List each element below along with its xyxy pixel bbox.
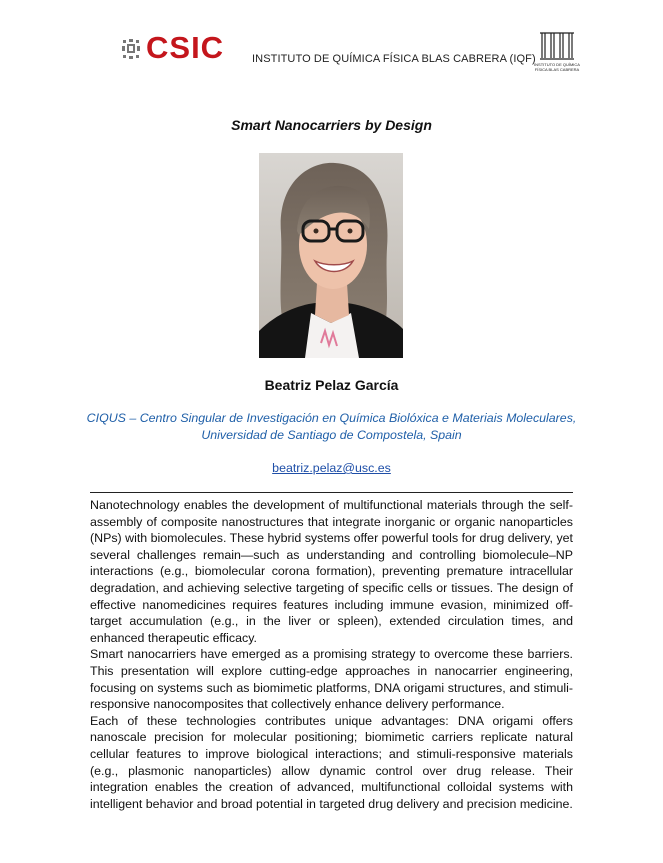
email-link[interactable]: beatriz.pelaz@usc.es bbox=[272, 461, 391, 475]
csic-logo-text: CSIC bbox=[146, 30, 225, 65]
abstract bbox=[90, 497, 573, 812]
page-header bbox=[0, 0, 663, 90]
csic-seal-icon bbox=[121, 38, 141, 60]
abstract-paragraph: Each of these technologies contributes unique advantages: DNA origami offers nanoscale precision for molecular positioning; biomimetic carriers replicate natural cellular features to improve biological interactions; and stimuli-responsive materials (e.g., plasmonic nanoparticles) allow dynamic control over drug release. Their integration enables the creation of advanced, multifunctional colloidal systems with intelligent behavior and broad potential in targeted drug delivery and precision medicine. bbox=[90, 713, 573, 811]
speaker-affiliation bbox=[40, 410, 623, 444]
speaker-email bbox=[0, 461, 663, 475]
divider bbox=[90, 492, 573, 493]
talk-title: Smart Nanocarriers by Design bbox=[231, 117, 432, 133]
abstract-paragraph: Smart nanocarriers have emerged as a promising strategy to overcome these barriers. This presentation will explore cutting-edge approaches in nanocarrier engineering, focusing on systems such as biomimetic platforms, DNA origami structures, and stimuli-responsive nanocomposites that collectively enhance delivery performance. bbox=[90, 647, 573, 712]
iqf-logo-caption: INSTITUTO DE QUÍMICA FÍSICA BLAS CABRERA bbox=[534, 62, 580, 72]
affiliation-line-2: Universidad de Santiago de Compostela, Spain bbox=[201, 428, 462, 442]
speaker-photo bbox=[259, 153, 403, 358]
affiliation-line-1: CIQUS – Centro Singular de Investigación en Química Biolóxica e Materiais Moleculares, bbox=[86, 411, 577, 425]
institute-name: INSTITUTO DE QUÍMICA FÍSICA BLAS CABRERA (IQF) bbox=[252, 53, 536, 65]
abstract-paragraph: Nanotechnology enables the development of multifunctional materials through the self-assembly of composite nanostructures that integrate inorganic or organic nanoparticles (NPs) with biomolecules. These hybrid systems offer powerful tools for drug delivery, yet several challenges remain—such as understanding and controlling biomolecule–NP interactions (e.g., biomolecular corona formation), preventing premature intracellular degradation, and achieving selective targeting of specific cells or tissues. The design of effective nanomedicines requires features including immune evasion, minimized off-target accumulation (e.g., in the liver or spleen), extended circulation times, and enhanced therapeutic efficacy. bbox=[90, 498, 573, 645]
speaker-name: Beatriz Pelaz García bbox=[264, 377, 399, 393]
